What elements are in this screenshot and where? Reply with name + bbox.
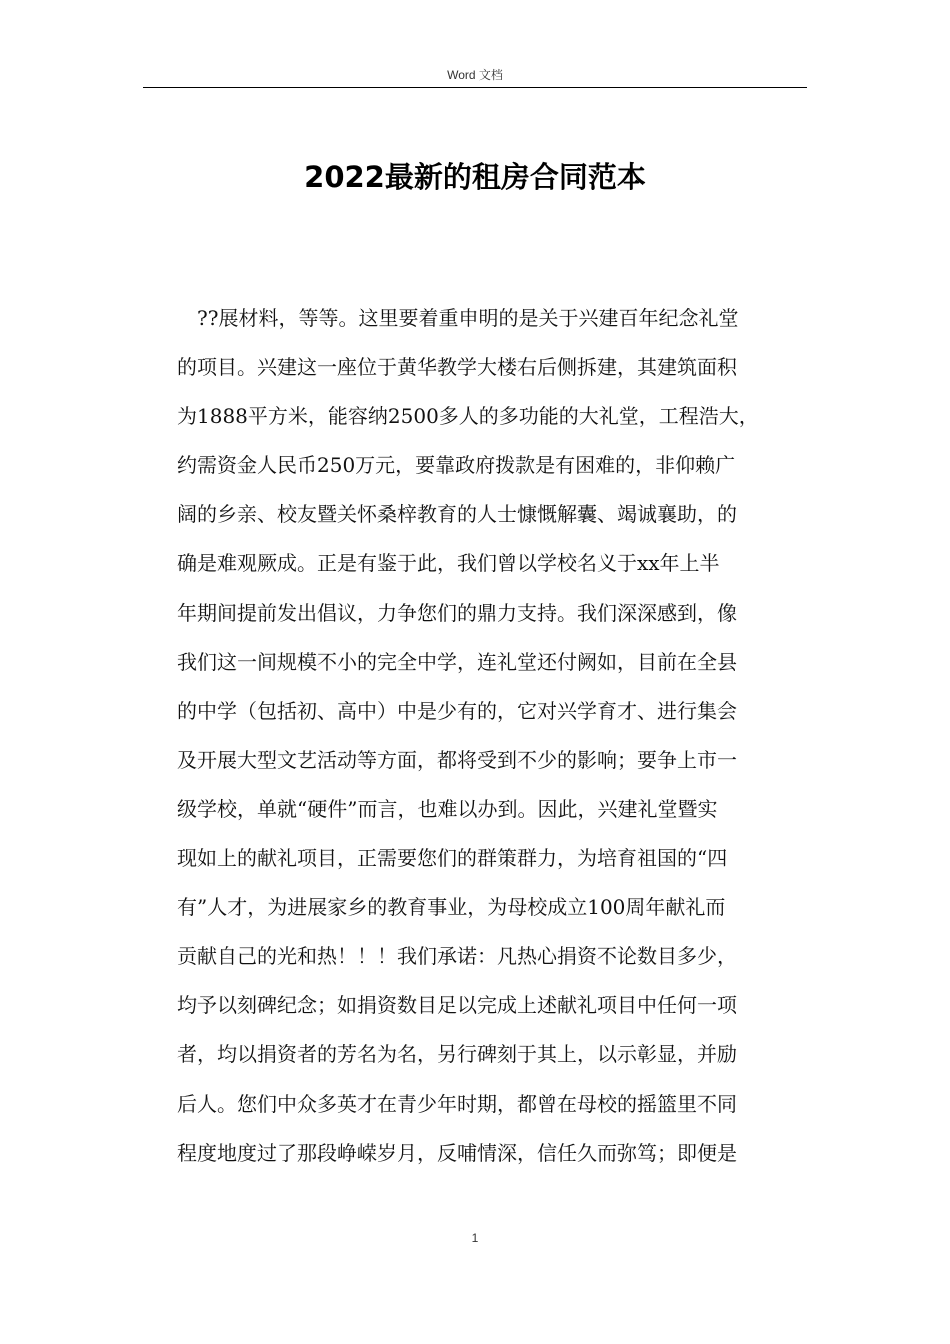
body-line: 者，均以捐资者的芳名为名，另行碑刻于其上，以示彰显，并励 [177, 1042, 737, 1067]
body-line: 的中学（包括初、高中）中是少有的，它对兴学育才、进行集会 [177, 698, 737, 723]
body-line: 均予以刻碑纪念；如捐资数目足以完成上述献礼项目中任何一项 [177, 993, 737, 1018]
page-header-label: Word 文档 [447, 68, 503, 82]
body-line: 贡献自己的光和热！！！我们承诺：凡热心捐资不论数目多少， [177, 944, 737, 969]
body-line: ??展材料，等等。这里要着重申明的是关于兴建百年纪念礼堂 [197, 306, 739, 330]
document-title: 2022最新的租房合同范本 [304, 160, 646, 194]
body-line: 现如上的献礼项目，正需要您们的群策群力，为培育祖国的“四 [177, 846, 728, 871]
body-line: 确是难观厥成。正是有鉴于此，我们曾以学校名义于xx年上半 [177, 551, 720, 576]
body-line: 后人。您们中众多英才在青少年时期，都曾在母校的摇篮里不同 [177, 1091, 737, 1116]
body-line: 的项目。兴建这一座位于黄华教学大楼右后侧拆建，其建筑面积 [177, 355, 737, 380]
body-line: 级学校，单就“硬件”而言，也难以办到。因此，兴建礼堂暨实 [177, 796, 718, 821]
header-divider [143, 87, 807, 88]
body-line: 年期间提前发出倡议，力争您们的鼎力支持。我们深深感到，像 [177, 600, 737, 625]
body-line: 我们这一间规模不小的完全中学，连礼堂还付阙如，目前在全县 [177, 649, 737, 674]
body-line: 为1888平方米，能容纳2500多人的多功能的大礼堂，工程浩大， [177, 404, 759, 429]
page-number: 1 [471, 1231, 479, 1245]
body-line: 及开展大型文艺活动等方面，都将受到不少的影响；要争上市一 [177, 747, 737, 772]
body-line: 程度地度过了那段峥嵘岁月，反哺情深，信任久而弥笃；即便是 [177, 1140, 737, 1165]
body-line: 有”人才，为进展家乡的教育事业，为母校成立100周年献礼而 [177, 895, 726, 920]
body-line: 阔的乡亲、校友暨关怀桑梓教育的人士慷慨解囊、竭诚襄助，的 [177, 502, 737, 527]
body-line: 约需资金人民币250万元，要靠政府拨款是有困难的，非仰赖广 [177, 453, 736, 478]
document-body [0, 294, 950, 1178]
